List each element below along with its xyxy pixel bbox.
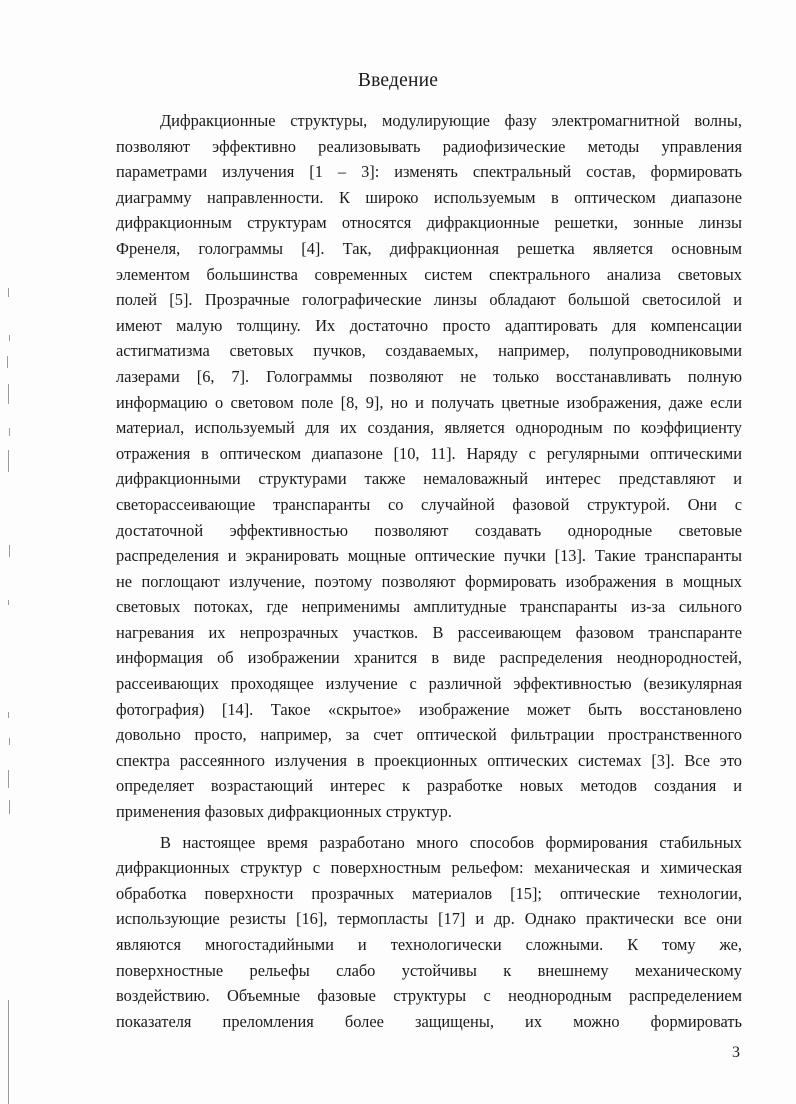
text-line: использующие резисты [16], термопласты [17] и др. Однако практически все они (116, 909, 742, 929)
text-line: световых потоках, где неприменимы амплитудные транспаранты из-за сильного (116, 597, 742, 617)
text-line: диаграмму направленности. К широко используемым в оптическом диапазоне (116, 187, 742, 207)
text-line: дифракционным структурам относятся дифракционные решетки, зонные линзы (116, 213, 742, 233)
scan-speck (8, 712, 9, 718)
scan-speck (9, 428, 10, 436)
text-line: лазерами [6, 7]. Голограммы позволяют не только восстанавливать полную (116, 366, 742, 386)
section-heading: Введение (357, 70, 439, 91)
scan-speck (9, 545, 10, 557)
text-line: применения фазовых дифракционных структур. (116, 802, 452, 822)
text-line: поверхностные рельефы слабо устойчивы к внешнему механическому (116, 960, 742, 980)
text-line: астигматизма световых пучков, создаваемых, например, полупроводниковыми (116, 341, 742, 361)
scan-speck (8, 1000, 9, 1104)
paragraph-2 (116, 830, 742, 1035)
text-line: В настоящее время разработано много способов формирования стабильных (160, 832, 742, 852)
text-line: имеют малую толщину. Их достаточно просто адаптировать для компенсации (116, 315, 742, 335)
text-line: Дифракционные структуры, модулирующие фазу электромагнитной волны, (160, 111, 742, 130)
text-line: позволяют эффективно реализовывать радиофизические методы управления (116, 136, 742, 156)
text-line: Френеля, голограммы [4]. Так, дифракционная решетка является основным (116, 238, 742, 258)
text-line: распределения и экранировать мощные оптические пучки [13]. Такие транспаранты (116, 546, 742, 566)
text-line: рассеивающих проходящее излучение с различной эффективностью (везикулярная (116, 674, 742, 694)
scan-speck (8, 450, 9, 472)
text-line: полей [5]. Прозрачные голографические линзы обладают большой светосилой и (116, 290, 742, 310)
text-line: дифракционными структурами также немаловажный интерес представляют и (116, 469, 742, 489)
scan-speck (8, 600, 9, 605)
paragraph-1 (116, 108, 742, 825)
text-line: отражения в оптическом диапазоне [10, 11]. Наряду с регулярными оптическими (116, 443, 742, 463)
text-line: светорассеивающие транспаранты со случайной фазовой структурой. Они с (116, 494, 742, 514)
scan-speck (8, 288, 9, 297)
text-line: не поглощают излучение, поэтому позволяют формировать изображения в мощных (116, 571, 742, 591)
scan-speck (7, 356, 8, 368)
text-line: параметрами излучения [1 – 3]: изменять спектральный состав, формировать (116, 162, 742, 182)
scan-speck (9, 738, 10, 745)
text-line: материал, используемый для их создания, является однородным по коэффициенту (116, 418, 742, 438)
text-line: спектра рассеянного излучения в проекционных оптических системах [3]. Все это (116, 750, 742, 770)
scan-speck (9, 335, 10, 341)
text-line: элементом большинства современных систем спектрального анализа световых (116, 264, 742, 284)
text-line: нагревания их непрозрачных участков. В рассеивающем фазовом транспаранте (116, 622, 742, 642)
scan-speck (9, 800, 10, 814)
text-line: воздействию. Объемные фазовые структуры с неоднородным распределением (116, 986, 742, 1006)
text-line: дифракционных структур с поверхностным рельефом: механическая и химическая (116, 858, 742, 878)
body-text (116, 108, 742, 1034)
text-line: показателя преломления более защищены, их можно формировать (116, 1011, 742, 1031)
text-line: достаточной эффективностью позволяют создавать однородные световые (116, 520, 742, 540)
text-line: информацию о световом поле [8, 9], но и получать цветные изображения, даже если (116, 392, 742, 412)
text-line: довольно просто, например, за счет оптической фильтрации пространственного (116, 725, 742, 745)
text-line: информация об изображении хранится в виде распределения неоднородностей, (116, 648, 742, 668)
scan-speck (8, 384, 9, 404)
scan-speck (8, 770, 9, 788)
text-line: являются многостадийными и технологически сложными. К тому же, (116, 935, 742, 954)
text-line: обработка поверхности прозрачных материалов [15]; оптические технологии, (116, 883, 742, 903)
page-number: 3 (732, 1044, 740, 1061)
text-line: определяет возрастающий интерес к разработке новых методов создания и (116, 776, 742, 796)
text-line: фотография) [14]. Такое «скрытое» изображение может быть восстановлено (116, 699, 742, 719)
